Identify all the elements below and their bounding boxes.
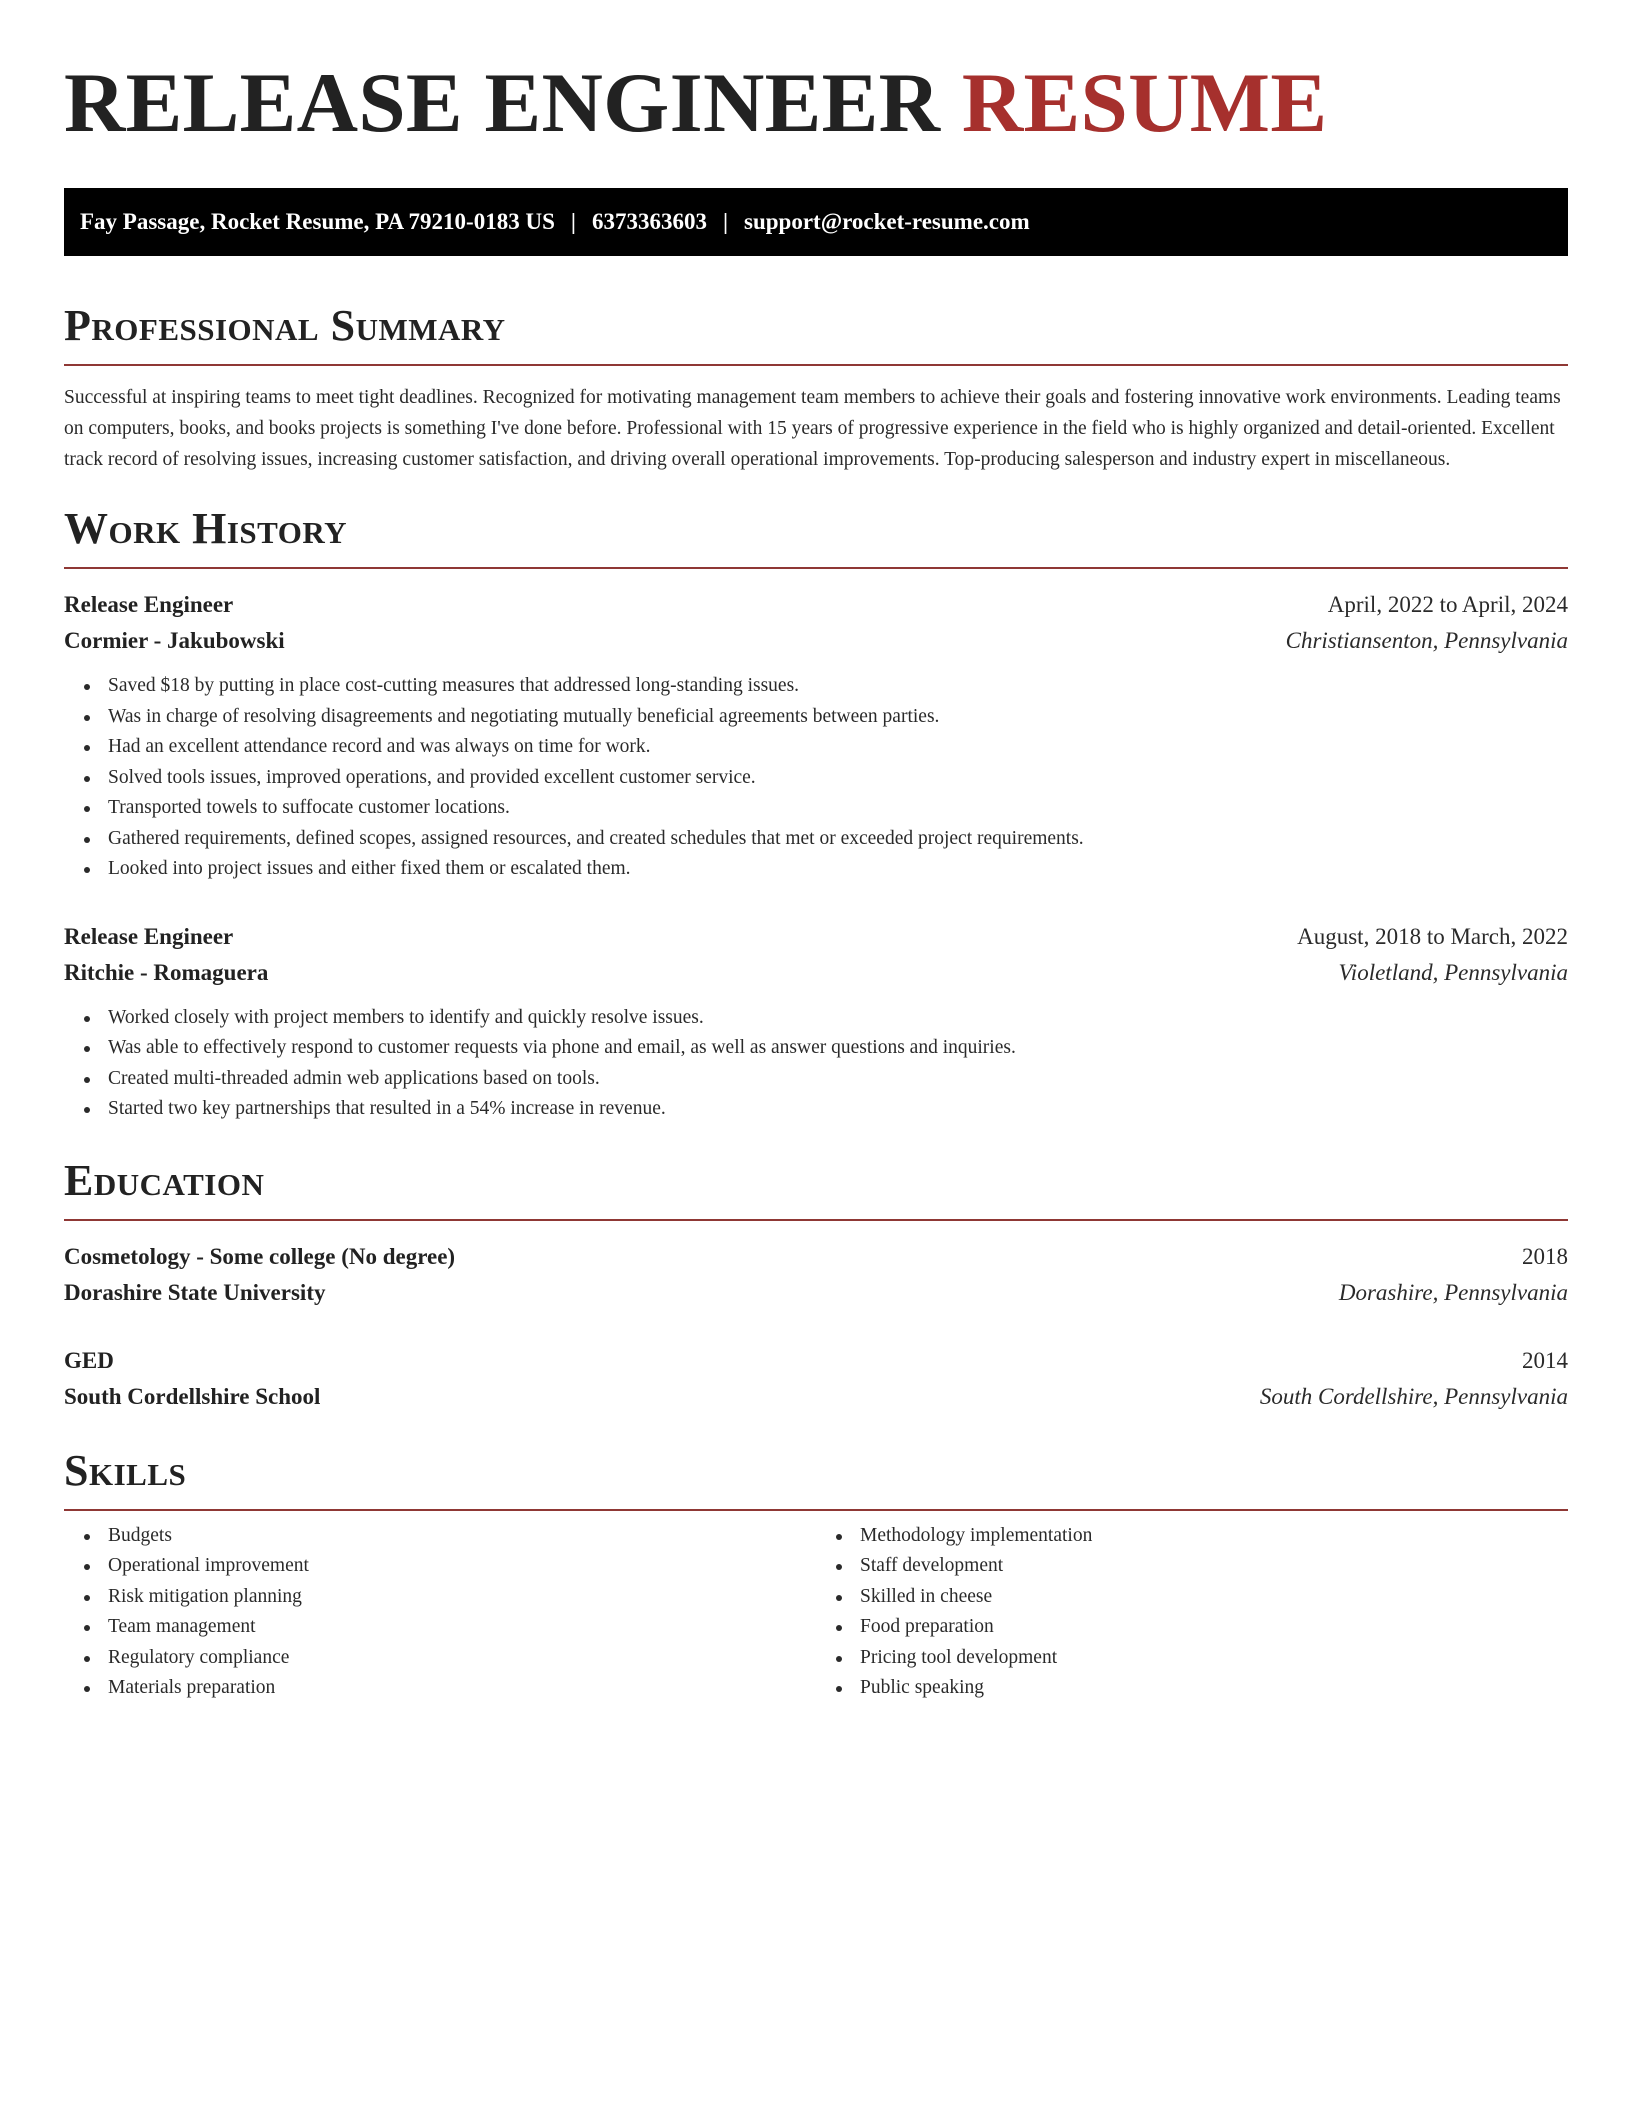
education-location: Dorashire, Pennsylvania xyxy=(1338,1279,1568,1305)
job-bullet: Was in charge of resolving disagreements and negotiating mutually beneficial agreements between parties. xyxy=(84,702,1568,733)
job-header-row xyxy=(64,919,1568,955)
job-bullet: Transported towels to suffocate customer locations. xyxy=(84,793,1568,824)
education-year: 2014 xyxy=(1522,1347,1568,1373)
contact-separator: | xyxy=(722,209,729,234)
job-company-row xyxy=(64,955,1568,991)
job-bullet: Gathered requirements, defined scopes, assigned resources, and created schedules that met or exceeded project requirements. xyxy=(84,824,1568,855)
skill-item: Operational improvement xyxy=(84,1551,816,1582)
job-location: Violetland, Pennsylvania xyxy=(1338,959,1568,985)
education-entry xyxy=(64,1239,1568,1311)
title-accent: RESUME xyxy=(961,56,1328,150)
skill-item: Pricing tool development xyxy=(836,1643,1568,1674)
skills-list-left xyxy=(64,1521,816,1704)
education-entry xyxy=(64,1343,1568,1415)
skill-item: Food preparation xyxy=(836,1612,1568,1643)
skill-item: Materials preparation xyxy=(84,1673,816,1704)
education-header-row xyxy=(64,1239,1568,1275)
summary-text: Successful at inspiring teams to meet tight deadlines. Recognized for motivating management team members to achieve their goals and fostering innovative work environments. Leading teams on computers, books, and books projects is something I've done before. Professional with 15 years of progressive experience in the field who is highly organized and detail-oriented. Excellent track record of resolving issues, increasing customer satisfaction, and driving overall operational improvements. Top-producing salesperson and industry expert in miscellaneous. xyxy=(64,387,1561,470)
skill-item: Regulatory compliance xyxy=(84,1643,816,1674)
job-bullet: Saved $18 by putting in place cost-cutting measures that addressed long-standing issues. xyxy=(84,671,1568,702)
job-title: Release Engineer xyxy=(64,592,234,617)
job-header-row xyxy=(64,587,1568,623)
education-school: Dorashire State University xyxy=(64,1279,326,1305)
education-degree: GED xyxy=(64,1347,114,1373)
contact-address: Fay Passage, Rocket Resume, PA 79210-0183 US xyxy=(80,209,555,234)
job-bullet-list xyxy=(64,1003,1568,1125)
skills-section xyxy=(64,1445,1568,1704)
skills-columns xyxy=(64,1521,1568,1704)
job-bullet: Created multi-threaded admin web applications based on tools. xyxy=(84,1064,1568,1095)
skills-list-right xyxy=(816,1521,1568,1704)
job-company-row xyxy=(64,623,1568,659)
job-dates: August, 2018 to March, 2022 xyxy=(1297,923,1568,949)
title-main: RELEASE ENGINEER xyxy=(64,56,941,150)
skill-item: Skilled in cheese xyxy=(836,1582,1568,1613)
summary-section xyxy=(64,300,1568,475)
job-bullet: Looked into project issues and either fixed them or escalated them. xyxy=(84,854,1568,885)
section-divider xyxy=(64,1219,1568,1221)
job-company: Ritchie - Romaguera xyxy=(64,959,269,985)
education-year: 2018 xyxy=(1522,1243,1568,1269)
job-company: Cormier - Jakubowski xyxy=(64,628,285,653)
job-entry xyxy=(64,919,1568,1125)
job-bullet: Started two key partnerships that resulted in a 54% increase in revenue. xyxy=(84,1094,1568,1125)
skill-item: Staff development xyxy=(836,1551,1568,1582)
job-title: Release Engineer xyxy=(64,923,234,949)
contact-separator: | xyxy=(570,209,576,234)
section-heading-work-history: Work History xyxy=(64,504,348,553)
job-dates: April, 2022 to April, 2024 xyxy=(1327,592,1568,617)
job-bullet: Had an excellent attendance record and was always on time for work. xyxy=(84,732,1568,763)
education-school-row xyxy=(64,1275,1568,1311)
job-bullet-list xyxy=(64,671,1568,885)
job-bullet: Was able to effectively respond to customer requests via phone and email, as well as answer questions and inquiries. xyxy=(84,1033,1568,1064)
job-bullet: Worked closely with project members to identify and quickly resolve issues. xyxy=(84,1003,1568,1034)
section-divider xyxy=(64,567,1568,569)
skill-item: Budgets xyxy=(84,1521,816,1552)
work-history-section xyxy=(64,503,1568,1125)
section-heading-summary: Professional Summary xyxy=(64,301,506,350)
education-school-row xyxy=(64,1379,1568,1415)
resume-title xyxy=(64,58,1568,148)
education-header-row xyxy=(64,1343,1568,1379)
job-bullet: Solved tools issues, improved operations, and provided excellent customer service. xyxy=(84,763,1568,794)
skill-item: Risk mitigation planning xyxy=(84,1582,816,1613)
contact-bar xyxy=(64,188,1568,256)
section-divider xyxy=(64,364,1568,366)
education-degree: Cosmetology - Some college (No degree) xyxy=(64,1243,456,1269)
skill-item: Public speaking xyxy=(836,1673,1568,1704)
section-heading-skills: Skills xyxy=(64,1445,187,1495)
skill-item: Team management xyxy=(84,1612,816,1643)
contact-email: support@rocket-resume.com xyxy=(744,209,1030,234)
section-heading-education: Education xyxy=(64,1155,265,1205)
section-divider xyxy=(64,1509,1568,1511)
contact-phone: 6373363603 xyxy=(591,209,707,234)
education-school: South Cordellshire School xyxy=(64,1383,321,1409)
job-entry xyxy=(64,587,1568,885)
job-location: Christiansenton, Pennsylvania xyxy=(1285,628,1568,653)
skill-item: Methodology implementation xyxy=(836,1521,1568,1552)
education-section xyxy=(64,1155,1568,1415)
education-location: South Cordellshire, Pennsylvania xyxy=(1259,1383,1568,1409)
